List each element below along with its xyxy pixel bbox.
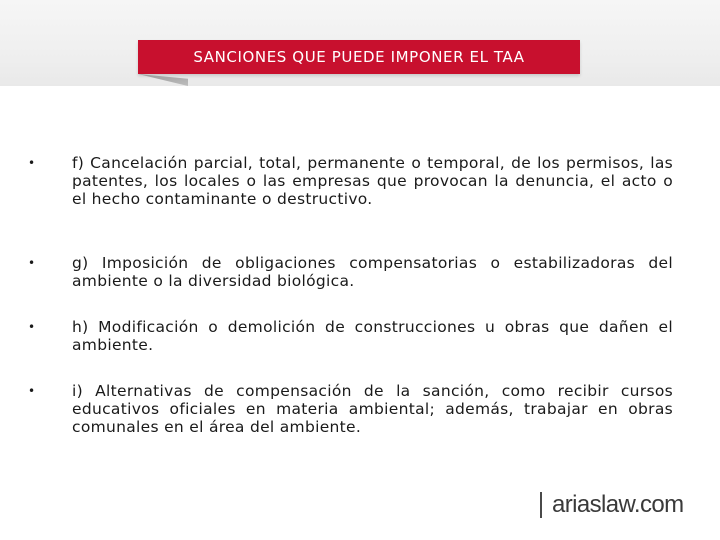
bullet-marker: • bbox=[28, 256, 36, 270]
bullet-item-h bbox=[28, 318, 673, 354]
bullet-marker: • bbox=[28, 320, 36, 334]
bullet-text: h) Modificación o demolición de construcciones u obras que dañen el ambiente. bbox=[72, 318, 673, 354]
company-logo bbox=[540, 491, 684, 519]
slide-title: SANCIONES QUE PUEDE IMPONER EL TAA bbox=[193, 48, 525, 66]
bullet-text: g) Imposición de obligaciones compensatorias o estabilizadoras del ambiente o la diversidad biológica. bbox=[72, 254, 673, 290]
bullet-marker: • bbox=[28, 384, 36, 398]
title-banner bbox=[138, 40, 580, 74]
bullet-text: i) Alternativas de compensación de la sanción, como recibir cursos educativos oficiales en materia ambiental; además, trabajar en obras comunales en el área del ambiente. bbox=[72, 382, 673, 436]
bullet-item-i bbox=[28, 382, 673, 436]
bullet-item-f bbox=[28, 154, 673, 208]
bullet-text: f) Cancelación parcial, total, permanente o temporal, de los permisos, las patentes, los locales o las empresas que provocan la denuncia, el acto o el hecho contaminante o destructivo. bbox=[72, 154, 673, 208]
logo-divider bbox=[540, 492, 542, 518]
bullet-item-g bbox=[28, 254, 673, 290]
logo-text: ariaslaw.com bbox=[552, 491, 684, 518]
bullet-marker: • bbox=[28, 156, 36, 170]
